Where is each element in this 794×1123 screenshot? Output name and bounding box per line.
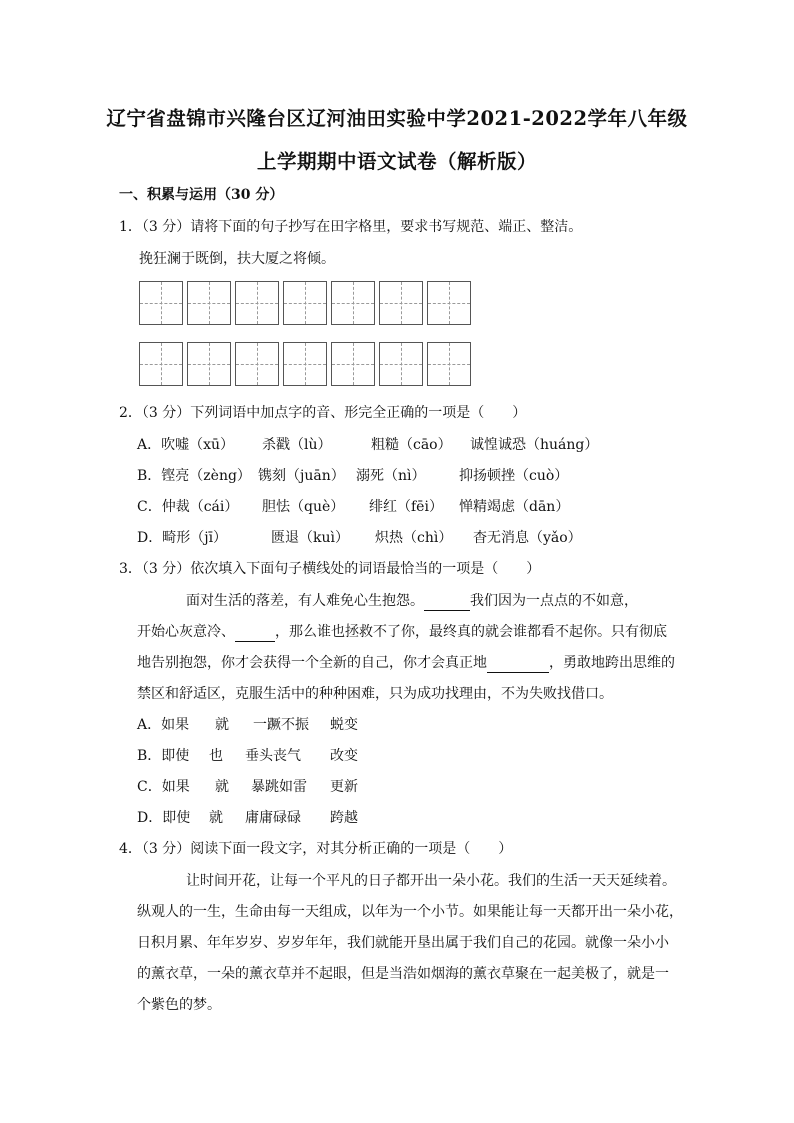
option-word: 匮退（kuì）	[271, 530, 349, 546]
tianzige-cell[interactable]	[427, 342, 471, 386]
passage-text: ，勇敢地跨出思维的	[549, 655, 675, 671]
exam-title-line-1: 辽宁省盘锦市兴隆台区辽河油田实验中学2021-2022学年八年级	[106, 107, 688, 130]
section-heading: 一、积累与运用（30 分）	[119, 187, 284, 203]
tianzige-cell[interactable]	[235, 281, 279, 325]
option-word: 跨越	[330, 810, 358, 826]
question-2-option-a[interactable]	[137, 436, 598, 454]
tianzige-cell[interactable]	[331, 281, 375, 325]
tianzige-cell[interactable]	[235, 342, 279, 386]
option-word: 暴跳如雷	[251, 779, 307, 795]
passage-text: ，那么谁也拯救不了你，最终真的就会谁都看不起你。只有彻底	[275, 624, 667, 640]
tianzige-cell[interactable]	[187, 281, 231, 325]
option-word: B．即使	[137, 748, 190, 764]
question-3-option-b[interactable]	[137, 747, 358, 765]
question-3-option-d[interactable]	[137, 809, 358, 827]
option-word: 改变	[330, 748, 358, 764]
tianzige-cell[interactable]	[331, 342, 375, 386]
option-word: D．即使	[137, 810, 191, 826]
option-word: 就	[215, 779, 229, 795]
option-word: 更新	[330, 779, 358, 795]
tianzige-cell[interactable]	[187, 342, 231, 386]
option-word: C．如果	[137, 779, 190, 795]
option-word: 垂头丧气	[245, 748, 301, 764]
question-1-stem: 1．（3 分）请将下面的句子抄写在田字格里，要求书写规范、端正、整洁。	[119, 219, 583, 235]
option-word: C．仲裁（cái）	[137, 499, 239, 515]
option-word: 炽热（chì）	[375, 530, 453, 546]
passage-text: 开始心灰意冷、	[137, 624, 235, 640]
question-4-passage-line: 日积月累、年年岁岁、岁岁年年，我们就能开垦出属于我们自己的花园。就像一朵小小	[137, 935, 669, 951]
option-word: 镌刻（juān）	[258, 468, 345, 484]
option-word: B．铿亮（zèng）	[137, 468, 251, 484]
option-word: 蜕变	[330, 717, 358, 733]
tianzige-cell[interactable]	[283, 342, 327, 386]
tianzige-cell[interactable]	[139, 342, 183, 386]
option-word: 溺死（nì）	[356, 468, 426, 484]
option-word: 绯红（fēi）	[369, 499, 443, 515]
question-1-sentence: 挽狂澜于既倒，扶大厦之将倾。	[139, 251, 335, 267]
answer-blank[interactable]	[235, 623, 275, 642]
question-3-passage-line: 禁区和舒适区，克服生活中的种种困难，只为成功找理由，不为失败找借口。	[137, 686, 613, 702]
tianzige-cell[interactable]	[427, 281, 471, 325]
question-3-passage-line	[137, 623, 667, 642]
option-word: 粗糙（cāo）	[371, 437, 452, 453]
passage-text: 我们因为一点点的不如意，	[470, 593, 638, 609]
question-2-option-c[interactable]	[137, 498, 569, 516]
question-2-option-d[interactable]	[137, 529, 582, 547]
option-word: 庸庸碌碌	[245, 810, 301, 826]
exam-title-line-2: 上学期期中语文试卷（解析版）	[256, 150, 537, 173]
option-word: 杳无消息（yǎo）	[473, 530, 582, 546]
option-word: 一蹶不振	[253, 717, 309, 733]
tianzige-cell[interactable]	[379, 342, 423, 386]
question-4-stem: 4．（3 分）阅读下面一段文字，对其分析正确的一项是（ ）	[119, 841, 513, 857]
option-word: 抑扬顿挫（cuò）	[459, 468, 569, 484]
question-3-stem: 3．（3 分）依次填入下面句子横线处的词语最恰当的一项是（ ）	[119, 561, 541, 577]
passage-text: 面对生活的落差，有人难免心生抱怨。	[186, 593, 424, 609]
question-3-option-a[interactable]	[137, 716, 358, 734]
tianzige-cell[interactable]	[139, 281, 183, 325]
option-word: A．吹嘘（xū）	[137, 437, 235, 453]
tianzige-cell[interactable]	[379, 281, 423, 325]
tianzige-cell[interactable]	[283, 281, 327, 325]
question-4-passage-line: 个紫色的梦。	[137, 997, 221, 1013]
option-word: 诚惶诚恐（huáng）	[470, 437, 599, 453]
option-word: 惮精竭虑（dān）	[459, 499, 570, 515]
question-3-option-c[interactable]	[137, 778, 358, 796]
question-4-passage-line: 纵观人的一生，生命由每一天组成，以年为一个小节。如果能让每一天都开出一朵小花，	[137, 904, 683, 920]
answer-blank[interactable]	[424, 592, 470, 611]
question-2-option-b[interactable]	[137, 467, 568, 485]
option-word: 就	[209, 810, 223, 826]
option-word: 胆怯（què）	[262, 499, 345, 515]
question-3-passage-line	[186, 592, 638, 611]
question-3-passage-line	[137, 654, 675, 673]
option-word: 也	[209, 748, 223, 764]
answer-blank[interactable]	[487, 654, 549, 673]
option-word: A．如果	[137, 717, 190, 733]
question-2-stem: 2．（3 分）下列词语中加点字的音、形完全正确的一项是（ ）	[119, 405, 527, 421]
question-4-passage-line: 让时间开花，让每一个平凡的日子都开出一朵小花。我们的生活一天天延续着。	[186, 873, 676, 889]
question-4-passage-line: 的薰衣草，一朵的薰衣草并不起眼，但是当浩如烟海的薰衣草聚在一起美极了，就是一	[137, 966, 669, 982]
option-word: 杀戳（lù）	[262, 437, 332, 453]
passage-text: 地告别抱怨，你才会获得一个全新的自己，你才会真正地	[137, 655, 487, 671]
option-word: 就	[215, 717, 229, 733]
option-word: D．畸形（jī）	[137, 530, 228, 546]
